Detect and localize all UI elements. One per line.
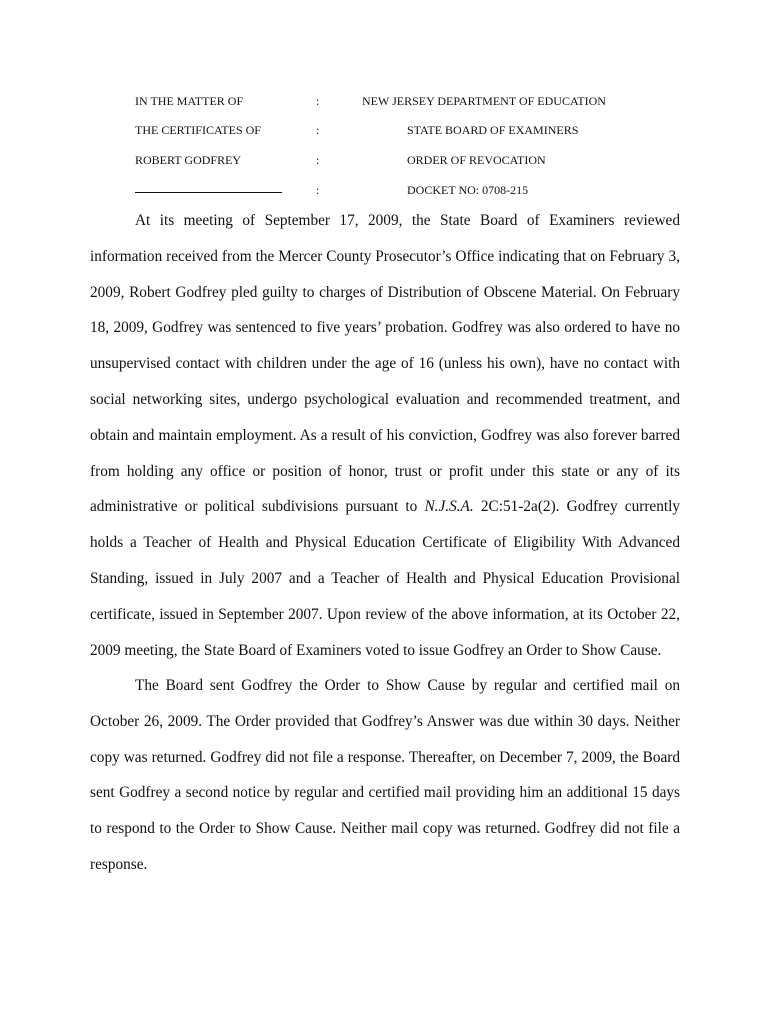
caption-certificates-label: THE CERTIFICATES OF xyxy=(135,123,261,137)
paragraph-2-text: The Board sent Godfrey the Order to Show Cause by regular and certified mail on October 26, 2009. The Order provided that Godfrey’s Answer was due within 30 days. Neither copy was returned. Godfrey did not file a response. Thereafter, on December 7, 2009, the Board sent Godfrey a second notice by regular and certified mail providing him an additional 15 days to respond to the Order to Show Cause. Neither mail copy was returned. Godfrey did not file a response. xyxy=(90,677,680,873)
paragraph-1-text-a: At its meeting of September 17, 2009, the State Board of Examiners reviewed information received from the Mercer County Prosecutor’s Office indicating that on February 3, 2009, Robert Godfrey pled guilty to charges of Distribution of Obscene Material. On February 18, 2009, Godfrey was sentenced to five years’ probation. Godfrey was also ordered to have no unsupervised contact with children under the age of 16 (unless his own), have no contact with social networking sites, undergo psychological evaluation and recommended treatment, and obtain and maintain employment. As a result of his conviction, Godfrey was also forever barred from holding any office or position of honor, trust or profit under this state or any of its administrative or political subdivisions pursuant to xyxy=(90,212,680,516)
caption-docket-number: DOCKET NO: 0708-215 xyxy=(407,183,529,197)
caption-colon: : xyxy=(316,123,320,137)
case-caption xyxy=(0,0,770,200)
caption-colon: : xyxy=(316,183,320,197)
body-paragraph-1 xyxy=(90,203,680,668)
caption-respondent-name: ROBERT GODFREY xyxy=(135,153,242,167)
statute-citation: N.J.S.A. xyxy=(424,498,474,516)
caption-colon: : xyxy=(316,94,320,108)
caption-order-title: ORDER OF REVOCATION xyxy=(407,153,546,167)
paragraph-1-text-b: 2C:51-2a(2). Godfrey currently holds a Teacher of Health and Physical Education Certificate of Eligibility With Advanced Standing, issued in July 2007 and a Teacher of Health and Physical Education Provisional certificate, issued in September 2007. Upon review of the above information, at its October 22, 2009 meeting, the State Board of Examiners voted to issue Godfrey an Order to Show Cause. xyxy=(90,498,680,659)
caption-matter-label: IN THE MATTER OF xyxy=(135,94,244,108)
caption-department: NEW JERSEY DEPARTMENT OF EDUCATION xyxy=(362,94,606,108)
caption-signature-line xyxy=(135,192,282,193)
caption-board: STATE BOARD OF EXAMINERS xyxy=(407,123,579,137)
caption-colon: : xyxy=(316,153,320,167)
body-paragraph-2 xyxy=(90,668,680,883)
